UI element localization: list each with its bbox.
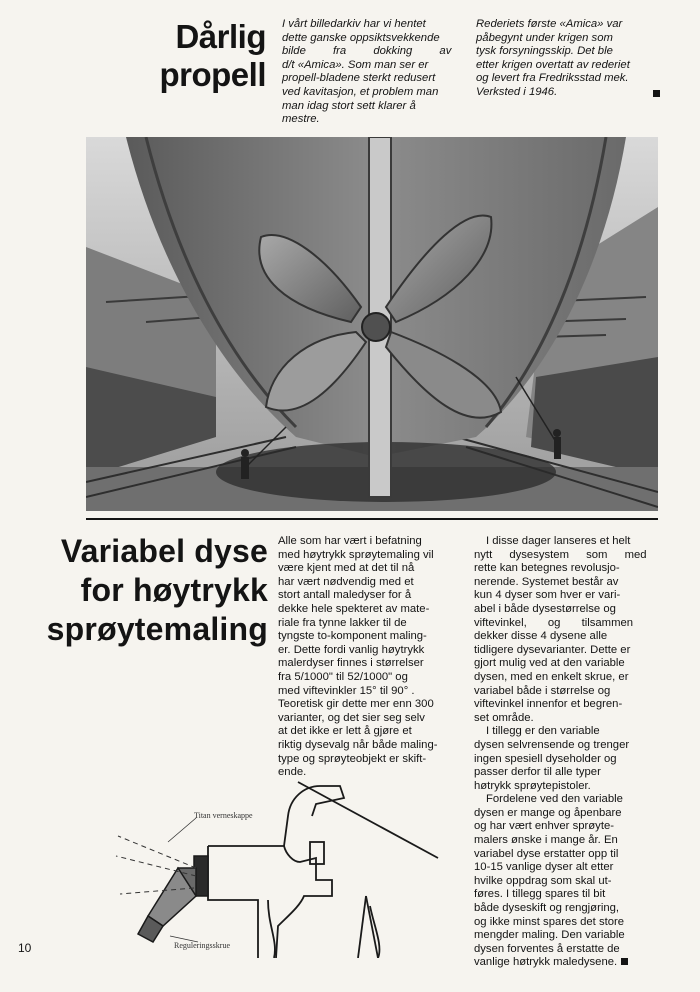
text-line: dekke hele spekteret av mate- xyxy=(278,602,430,615)
text-line: påbegynt under krigen som xyxy=(476,31,613,44)
section-divider xyxy=(86,518,658,520)
text-line: I disse dager lanseres et helt xyxy=(486,535,631,547)
text-line: at det ikke er lett å gjøre et xyxy=(278,725,412,738)
article1-column-1 xyxy=(282,18,466,127)
spray-gun-line-drawing xyxy=(108,776,448,958)
text-line: 10-15 vanlige dyser alt etter xyxy=(474,861,614,874)
end-mark-icon xyxy=(621,958,628,965)
text-line: Fordelene ved den variable xyxy=(486,793,623,806)
text-line: variabel både i størrelse og xyxy=(474,684,611,697)
text-line: og ikke minst spares det store xyxy=(474,915,625,928)
text-line: type og sprøyteobjekt er skift- xyxy=(278,752,427,765)
text-line: riale fra tynne lakker til de xyxy=(278,616,407,629)
text-line: dekker disse 4 dysene alle xyxy=(474,630,608,643)
text-line: dysen selvrensende og trenger xyxy=(474,738,630,751)
text-line: tidligere dysevarianter. Dette er xyxy=(474,643,631,656)
article2-headline xyxy=(26,532,268,649)
article1-column-2 xyxy=(476,18,660,100)
article1-headline-line2: propell xyxy=(159,56,266,93)
text-line: tysk forsyningsskip. Det ble xyxy=(476,45,613,58)
text-line: fra 5/1000" til 52/1000" og xyxy=(278,670,408,683)
text-line: ved kavitasjon, et problem man xyxy=(282,85,439,98)
text-line: mestre. xyxy=(282,113,320,126)
text-line xyxy=(476,86,660,100)
text-line: dysen forventes å erstatte de xyxy=(474,942,620,955)
text-line: hvilke oppdrag som skal ut- xyxy=(474,874,612,887)
article2-column-1 xyxy=(278,535,464,780)
text-line-content: vanlige høtrykk maledysene. xyxy=(474,956,618,969)
diagram-label-bottom: Reguleringsskrue xyxy=(174,941,230,950)
text-line: malerdyser finnes i størrelser xyxy=(278,657,424,670)
text-line: I vårt billedarkiv har vi hentet xyxy=(282,18,426,30)
spray-gun-diagram xyxy=(108,776,448,958)
text-line: riktig dysevalg når både maling- xyxy=(278,738,438,751)
text-line: nytt dysesystem som med xyxy=(474,548,647,561)
text-line: dysen er mange og åpenbare xyxy=(474,806,622,819)
page-number: 10 xyxy=(18,941,32,955)
article2-headline-line2: for høytrykk xyxy=(80,572,268,608)
text-line: stort antall maledyser for å xyxy=(278,589,412,602)
dry-dock-photo-illustration xyxy=(86,137,658,511)
text-line: etter krigen overtatt av rederiet xyxy=(476,58,630,71)
text-line: Alle som har vært i befatning xyxy=(278,535,422,547)
text-line: I tillegg er den variable xyxy=(486,725,600,738)
text-line: Teoretisk gir dette mer enn 300 xyxy=(278,698,434,711)
text-line: passer derfor til alle typer xyxy=(474,766,601,779)
text-line: propell-bladene sterkt redusert xyxy=(282,72,436,85)
article1-headline xyxy=(120,18,266,94)
text-line: mengder maling. Den variable xyxy=(474,929,625,942)
text-line: har vært nødvendig med et xyxy=(278,575,414,588)
text-line: malers ønske i mange år. En xyxy=(474,834,618,847)
text-line: dysen, med en enkelt skrue, er xyxy=(474,670,629,683)
article2-headline-line3: sprøytemaling xyxy=(46,611,268,647)
text-line: bilde fra dokking av xyxy=(282,45,452,58)
text-line: ende. xyxy=(278,766,307,779)
article1-headline-line1: Dårlig xyxy=(175,18,266,55)
ship-propeller-photo xyxy=(86,137,658,511)
text-line: man idag stort sett klarer å xyxy=(282,99,416,112)
text-line: høtrykk sprøytepistoler. xyxy=(474,779,591,792)
text-line: d/t «Amica». Som man ser er xyxy=(282,58,429,71)
text-line: tyngste to-komponent maling- xyxy=(278,630,427,643)
text-line: kun 4 dyser som hver er vari- xyxy=(474,589,621,602)
text-line: er. Dette fordi vanlig høytrykk xyxy=(278,643,425,656)
diagram-label-top: Titan verneskappe xyxy=(194,811,253,820)
text-line: viftevinkel, og tilsammen xyxy=(474,616,634,629)
article2-headline-line1: Variabel dyse xyxy=(60,533,268,569)
text-line: set område. xyxy=(474,711,534,724)
text-line-content: Verksted i 1946. xyxy=(476,85,558,98)
article2-column-2 xyxy=(474,535,660,970)
text-line: føres. I tillegg spares til bit xyxy=(474,888,606,901)
text-line: være kjent med at det til nå xyxy=(278,562,415,575)
text-line: nerende. Systemet består av xyxy=(474,575,619,588)
text-line: gjort mulig ved at den variable xyxy=(474,657,625,670)
text-line: med viftevinkler 15° til 90° . xyxy=(278,684,415,697)
text-line: viftevinkel innenfor et begren- xyxy=(474,698,623,711)
text-line: abel i både dysestørrelse og xyxy=(474,602,616,615)
text-line: ingen spesiell dyseholder og xyxy=(474,752,617,765)
text-line: og har vært enhver sprøyte- xyxy=(474,820,615,833)
text-line: variabel dyse erstatter opp til xyxy=(474,847,619,860)
end-mark-icon xyxy=(653,90,660,97)
text-line: med høytrykk sprøytemaling vil xyxy=(278,548,434,561)
text-line: dette ganske oppsiktsvekkende xyxy=(282,31,440,44)
text-line xyxy=(474,956,660,970)
text-line: varianter, og det sier seg selv xyxy=(278,711,425,724)
text-line: og levert fra Fredriksstad mek. xyxy=(476,72,629,85)
text-line: både dyseskift og rengjøring, xyxy=(474,902,620,915)
text-line: rette kan betegnes revolusjo- xyxy=(474,562,620,575)
text-line: Rederiets første «Amica» var xyxy=(476,18,623,30)
